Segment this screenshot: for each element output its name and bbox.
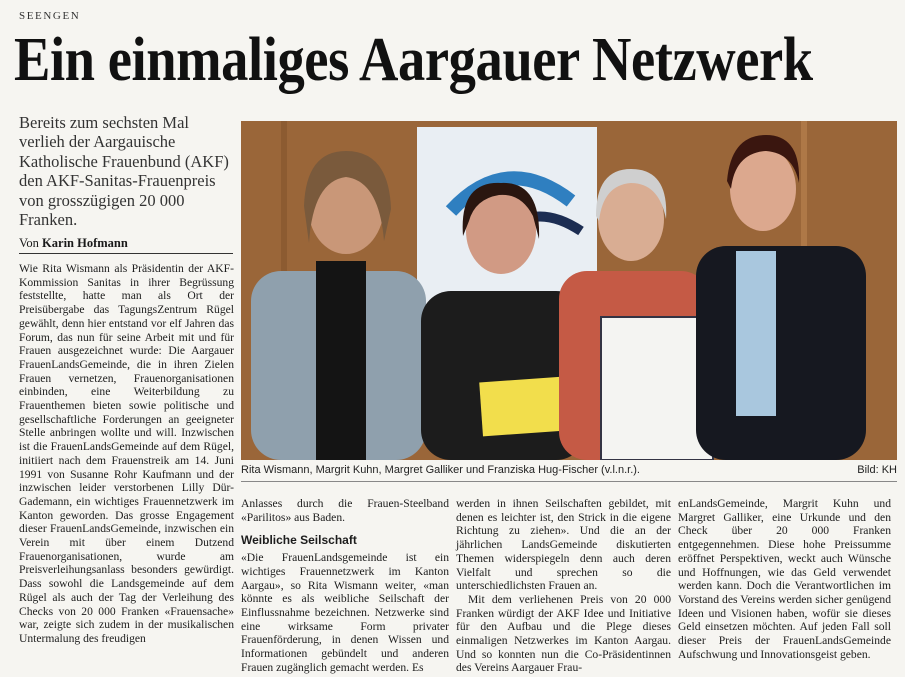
photo-caption <box>241 464 897 476</box>
subheading: Weibliche Seilschaft <box>241 533 357 548</box>
byline-divider <box>19 253 233 254</box>
body-paragraph: Anlasses durch die Frauen-Steelband «Parilitos» aus Baden. <box>241 497 449 524</box>
caption-divider <box>241 481 897 482</box>
article-column-4 <box>678 497 891 661</box>
body-paragraph: Mit dem verliehenen Preis von 20 000 Franken würdigt der AKF Idee und Initiative für den Aufbau und die Plege dieses einmaligen Netzwerkes im Kanton Aargau. Und so konnten nun die Co-Präsidentinnen des Vereins Aargauer Frau- <box>456 592 671 675</box>
article-column-2 <box>241 497 449 674</box>
article-column-1 <box>19 262 234 646</box>
lead-paragraph: Bereits zum sechsten Mal verlieh der Aargauische Katholische Frauenbund (AKF) den AKF-Sanitas-Frauenpreis von grosszügigen 20 000 Franken. <box>19 113 229 230</box>
article-column-3 <box>456 497 671 675</box>
body-paragraph: werden in ihnen Seilschaften gebildet, mit denen es leichter ist, den Strick in die eigene Richtung zu ziehen». Und die an der jährlichen LandsGemeinde diskutierten Themen widerspiegeln denn auch deren Vielfalt und sprechen so die unterschiedlichsten Frauen an. <box>456 497 671 593</box>
body-paragraph: Wie Rita Wismann als Präsidentin der AKF-Kommission Sanitas in ihrer Begrüssung feststellte, hatte man als Ort der Preisübergabe das TagungsZentrum Rügel gewählt, denn hier entstand vor elf Jahren das Forum, das nun für seine Arbeit mit und für Frauen ausgezeichnet wurde: Die Aargauer FrauenLandsGemeinde, die in ihren Zielen Frauen vernetzen, Frauenorganisationen einbinden, eine Weiterbildung zu Frauenthemen bieten sowie politische und gesellschaftliche Forderungen an geeigneter Stelle anbringen wollte und will. Inzwischen ist die FrauenLandsGemeinde auf dem Rügel, initiiert nach dem Frauenstreik am 14. Juni 1991 von Susanne Rohr Kaufmann und der inzwischen leider verstorbenen Lilly Dür-Gademann, ein wichtiges Frauennetzwerk im Kanton geworden. Das grosse Engagement dieser FrauenLandsGemeinde, inzwischen ein Verein mit über einem Dutzend Frauenorganisationen, wurde am Preisverleihungsanlass besonders gewürdigt. Dass sowohl die Landsgemeinde auf dem Rügel als auch der Tag der Verleihung des Checks von 20 000 Franken «Frauensache» war, zeigte sich zudem in der musikalischen Untermalung des freudigen <box>19 262 234 645</box>
photo-credit: Bild: KH <box>857 464 897 476</box>
byline <box>19 236 234 251</box>
section-label: SEENGEN <box>19 10 81 22</box>
group-photo-illustration <box>241 121 897 460</box>
body-paragraph: «Die FrauenLandsgemeinde ist ein wichtiges Frauennetzwerk im Kanton Aargau», so Rita Wismann weiter, «man könnte es als weibliche Seilschaft der Einflussnahme bezeichnen. Netzwerke sind eine wirksame Form privater Frauenförderung, in denen Wissen und Informationen gebündelt und anderen Frauen zugänglich gemacht werden. Es <box>241 551 449 674</box>
body-paragraph: enLandsGemeinde, Margrit Kuhn und Margret Galliker, eine Urkunde und den Check über 20 000 Franken entgegennehmen. Diese hohe Preissumme eröffnet Perspektiven, weckt auch Wünsche und Hoffnungen, wie das Geld verwendet werden kann. Doch die Verantwortlichen im Vorstand des Vereins werden sicher genügend Ideen und Visionen haben, wofür sie dieses Geld einsetzen möchten. Auf jeden Fall soll dieser Preis der FrauenLandsGemeinde Aufschwung und Innovationsgeist geben. <box>678 497 891 661</box>
headline: Ein einmaliges Aargauer Netzwerk <box>14 26 813 94</box>
caption-text: Rita Wismann, Margrit Kuhn, Margret Galliker und Franziska Hug-Fischer (v.l.n.r.). <box>241 464 640 476</box>
byline-prefix: Von <box>19 236 39 250</box>
author-name: Karin Hofmann <box>42 236 128 250</box>
article-photo <box>241 121 897 460</box>
